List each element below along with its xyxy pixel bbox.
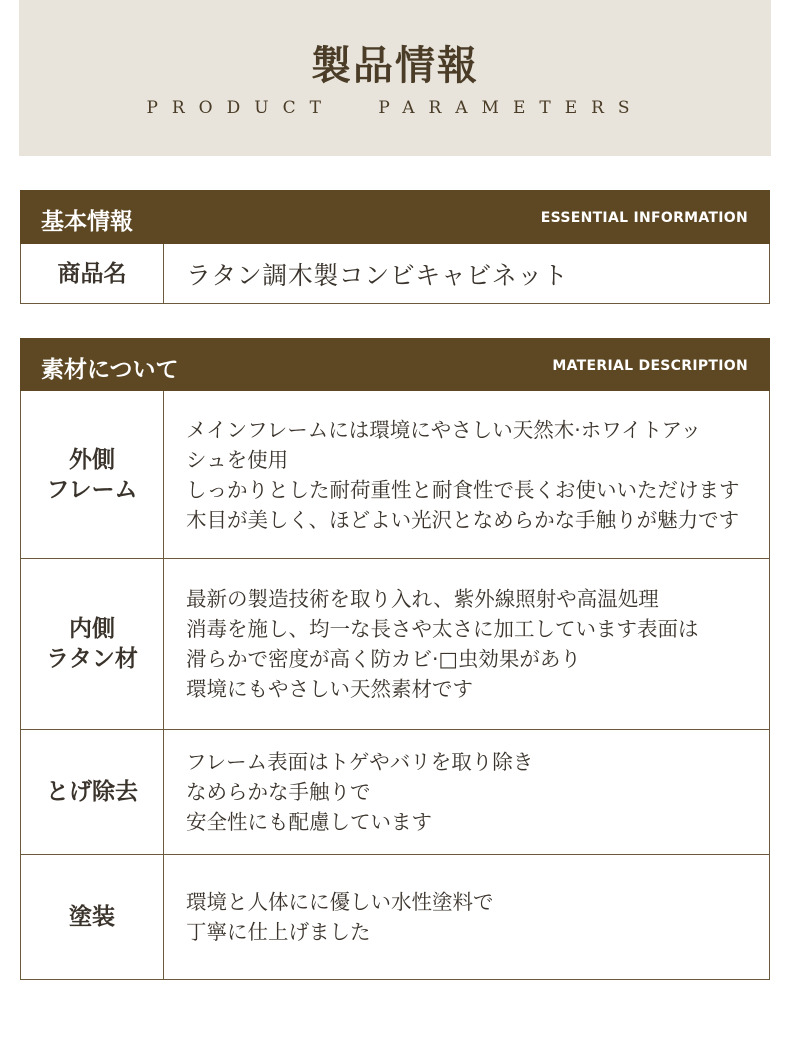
description-line: しっかりとした耐荷重性と耐食性で長くお使いいただけます [186, 477, 740, 502]
row-value [164, 244, 769, 303]
description-line: 木目が美しく、ほどよい光沢となめらかな手触りが魅力です [186, 507, 740, 532]
description-line: 最新の製造技術を取り入れ、紫外線照射や高温処理 [186, 587, 659, 611]
product-name-value: ラタン調木製コンビキャビネット [186, 260, 569, 290]
description-line: メインフレームには環境にやさしい天然木·ホワイトアッ [186, 417, 702, 442]
row-description [164, 730, 769, 854]
table-row-inner-rattan [20, 559, 770, 730]
description-line: 消毒を施し、均一な長さや太さに加工しています表面は [186, 617, 699, 641]
basic-info-title: 基本情報 [41, 209, 133, 235]
row-label: 内側 ラタン材 [21, 559, 164, 729]
hero-banner [19, 0, 771, 156]
row-description [164, 855, 769, 979]
description-line: 環境と人体にに優しい水性塗料で [186, 890, 494, 914]
page-title: 製品情報 [311, 43, 479, 89]
row-description [164, 559, 769, 729]
material-section [20, 338, 770, 980]
description-line: 環境にもやさしい天然素材です [186, 677, 473, 701]
description-line: シュを使用 [186, 447, 289, 472]
description-line: フレーム表面はトゲやバリを取り除き [186, 750, 534, 774]
material-title: 素材について [41, 357, 179, 383]
page-subtitle: PRODUCT PARAMETERS [146, 98, 644, 118]
table-row-deburring [20, 730, 770, 855]
table-row-product-name [20, 244, 770, 304]
row-label: とげ除去 [21, 730, 164, 854]
description-line: なめらかな手触りで [186, 780, 371, 804]
row-description [164, 391, 769, 558]
description-line: 滑らかで密度が高く防カビ·□虫効果があり [186, 647, 581, 671]
table-row-coating [20, 855, 770, 980]
table-row-outer-frame [20, 391, 770, 559]
description-line: 安全性にも配慮しています [186, 810, 432, 834]
basic-info-section [20, 190, 770, 304]
row-label: 塗装 [21, 855, 164, 979]
row-label: 外側 フレーム [21, 391, 164, 558]
row-label: 商品名 [21, 244, 164, 303]
basic-info-title-en: ESSENTIAL INFORMATION [540, 210, 748, 226]
material-header [20, 338, 770, 391]
description-line: 丁寧に仕上げました [186, 920, 371, 944]
material-title-en: MATERIAL DESCRIPTION [552, 358, 748, 374]
basic-info-header [20, 190, 770, 244]
